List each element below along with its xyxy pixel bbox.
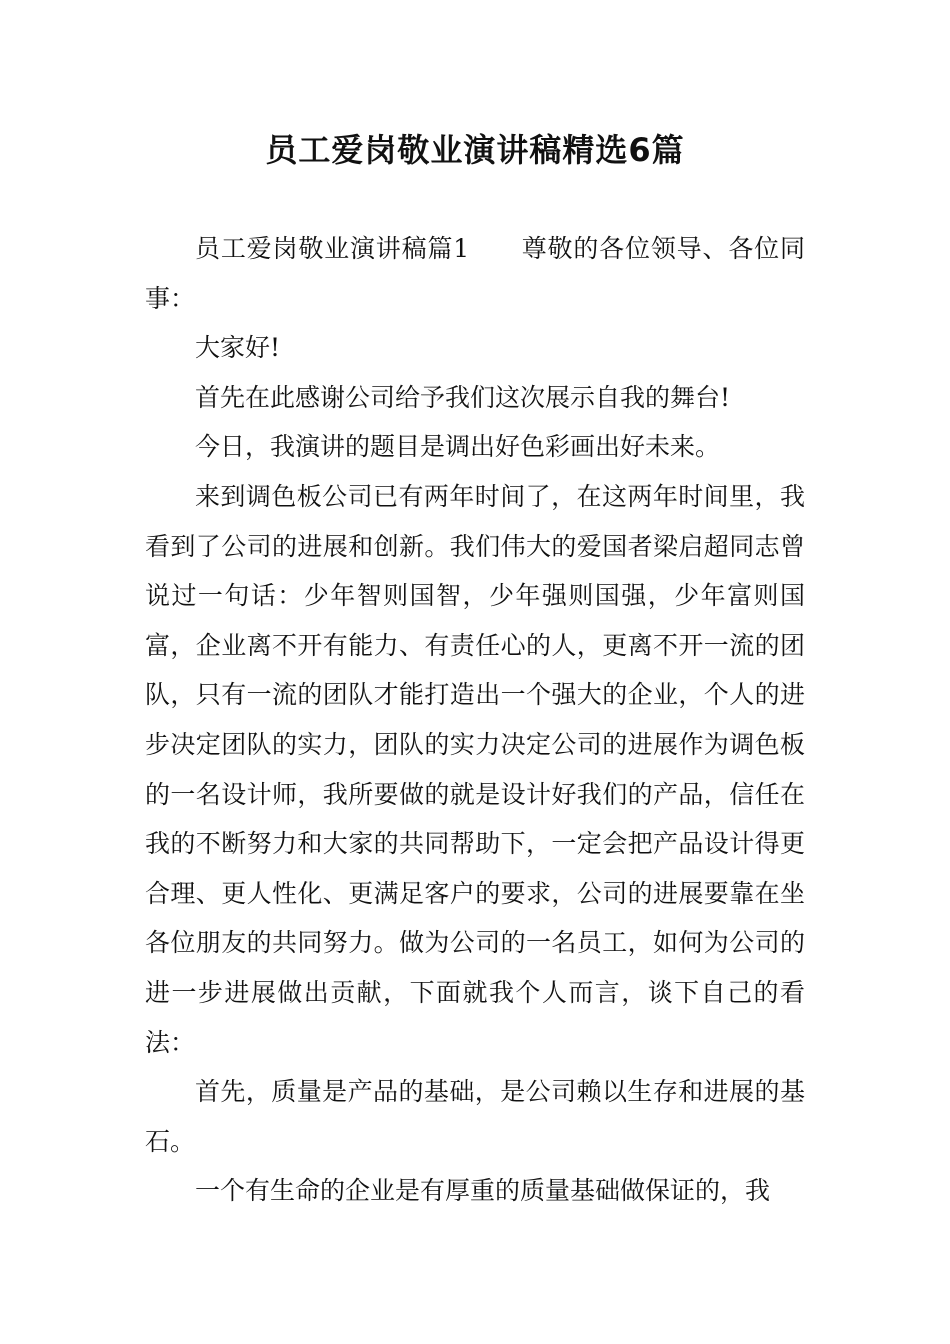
document-title: 员工爱岗敬业演讲稿精选6篇 xyxy=(265,131,685,169)
paragraph: 首先，质量是产品的基础，是公司赖以生存和进展的基石。 xyxy=(145,1077,805,1156)
paragraph: 员工爱岗敬业演讲稿篇1 尊敬的各位领导、各位同事： xyxy=(145,234,805,313)
paragraph: 一个有生命的企业是有厚重的质量基础做保证的，我 xyxy=(195,1176,771,1206)
paragraph: 首先在此感谢公司给予我们这次展示自我的舞台! xyxy=(195,382,731,412)
paragraph: 大家好! xyxy=(195,333,281,363)
paragraph: 今日，我演讲的题目是调出好色彩画出好未来。 xyxy=(195,432,721,462)
document-body xyxy=(145,224,805,1216)
paragraph: 来到调色板公司已有两年时间了，在这两年时间里，我看到了公司的进展和创新。我们伟大的爱国者梁启超同志曾说过一句话：少年智则国智，少年强则国强，少年富则国富，企业离不开有能力、有责任心的人，更离不开一流的团队，只有一流的团队才能打造出一个强大的企业，个人的进步决定团队的实力，团队的实力决定公司的进展作为调色板的一名设计师，我所要做的就是设计好我们的产品，信任在我的不断努力和大家的共同帮助下，一定会把产品设计得更合理、更人性化、更满足客户的要求，公司的进展要靠在坐各位朋友的共同努力。做为公司的一名员工，如何为公司的进一步进展做出贡献，下面就我个人而言，谈下自己的看法： xyxy=(145,481,805,1057)
